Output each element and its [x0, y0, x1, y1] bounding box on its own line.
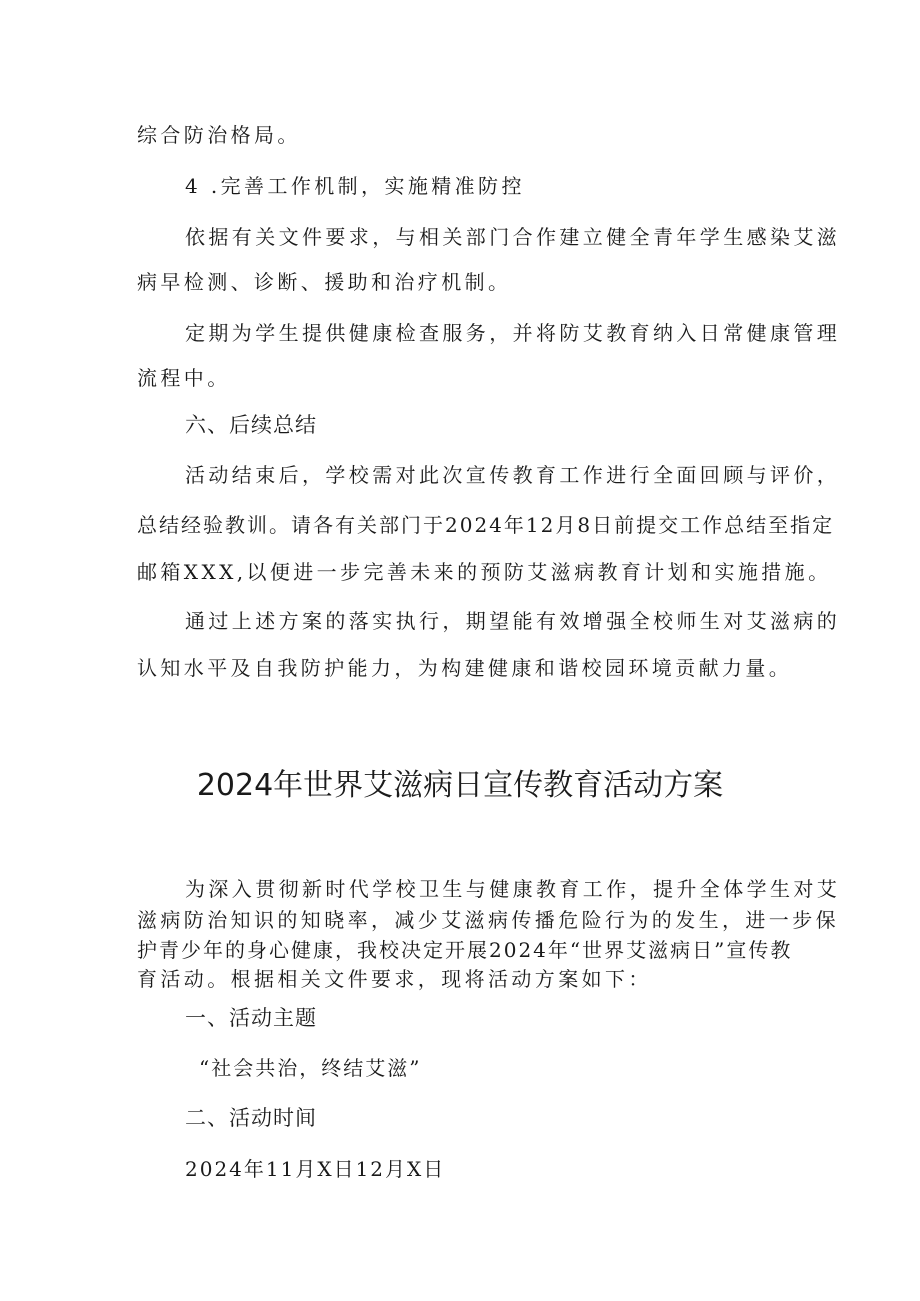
section2-time: 2024年11月X日12月X日: [185, 1157, 446, 1181]
intro-line3: 护青少年的身心健康，我校决定开展2024年“世界艾滋病日”宣传教: [137, 938, 793, 962]
prev-section-tail-text: 综合防治格局。: [137, 123, 301, 147]
section1-theme: “社会共治，终结艾滋”: [199, 1056, 422, 1080]
intro-line4: 育活动。根据相关文件要求，现将活动方案如下：: [137, 967, 652, 991]
document-title: 2024年世界艾滋病日宣传教育活动方案: [196, 768, 724, 803]
section6-para2-line1: 通过上述方案的落实执行，期望能有效增强全校师生对艾滋病的: [185, 609, 841, 633]
intro-line1: 为深入贯彻新时代学校卫生与健康教育工作，提升全体学生对艾: [185, 877, 841, 901]
section6-para1-line2: 总结经验教训。请各有关部门于2024年12月8日前提交工作总结至指定: [137, 513, 835, 537]
section6-para1-line1: 活动结束后，学校需对此次宣传教育工作进行全面回顾与评价，: [185, 463, 841, 487]
item4-heading: 4 .完善工作机制，实施精准防控: [185, 174, 525, 198]
intro-line2: 滋病防治知识的知晓率，减少艾滋病传播危险行为的发生，进一步保: [137, 908, 839, 932]
item4-para1-line2: 病早检测、诊断、援助和治疗机制。: [137, 270, 512, 294]
section6-heading: 六、后续总结: [185, 413, 317, 437]
section1-heading: 一、活动主题: [185, 1006, 317, 1030]
item4-para2-line1: 定期为学生提供健康检查服务，并将防艾教育纳入日常健康管理: [185, 321, 841, 345]
item4-para2-line2: 流程中。: [137, 366, 231, 390]
item4-para1-line1: 依据有关文件要求，与相关部门合作建立健全青年学生感染艾滋: [185, 225, 841, 249]
section6-para1-line3: 邮箱XXX,以便进一步完善未来的预防艾滋病教育计划和实施措施。: [137, 560, 832, 584]
section2-heading: 二、活动时间: [185, 1106, 317, 1130]
section6-para2-line2: 认知水平及自我防护能力，为构建健康和谐校园环境贡献力量。: [137, 656, 793, 680]
